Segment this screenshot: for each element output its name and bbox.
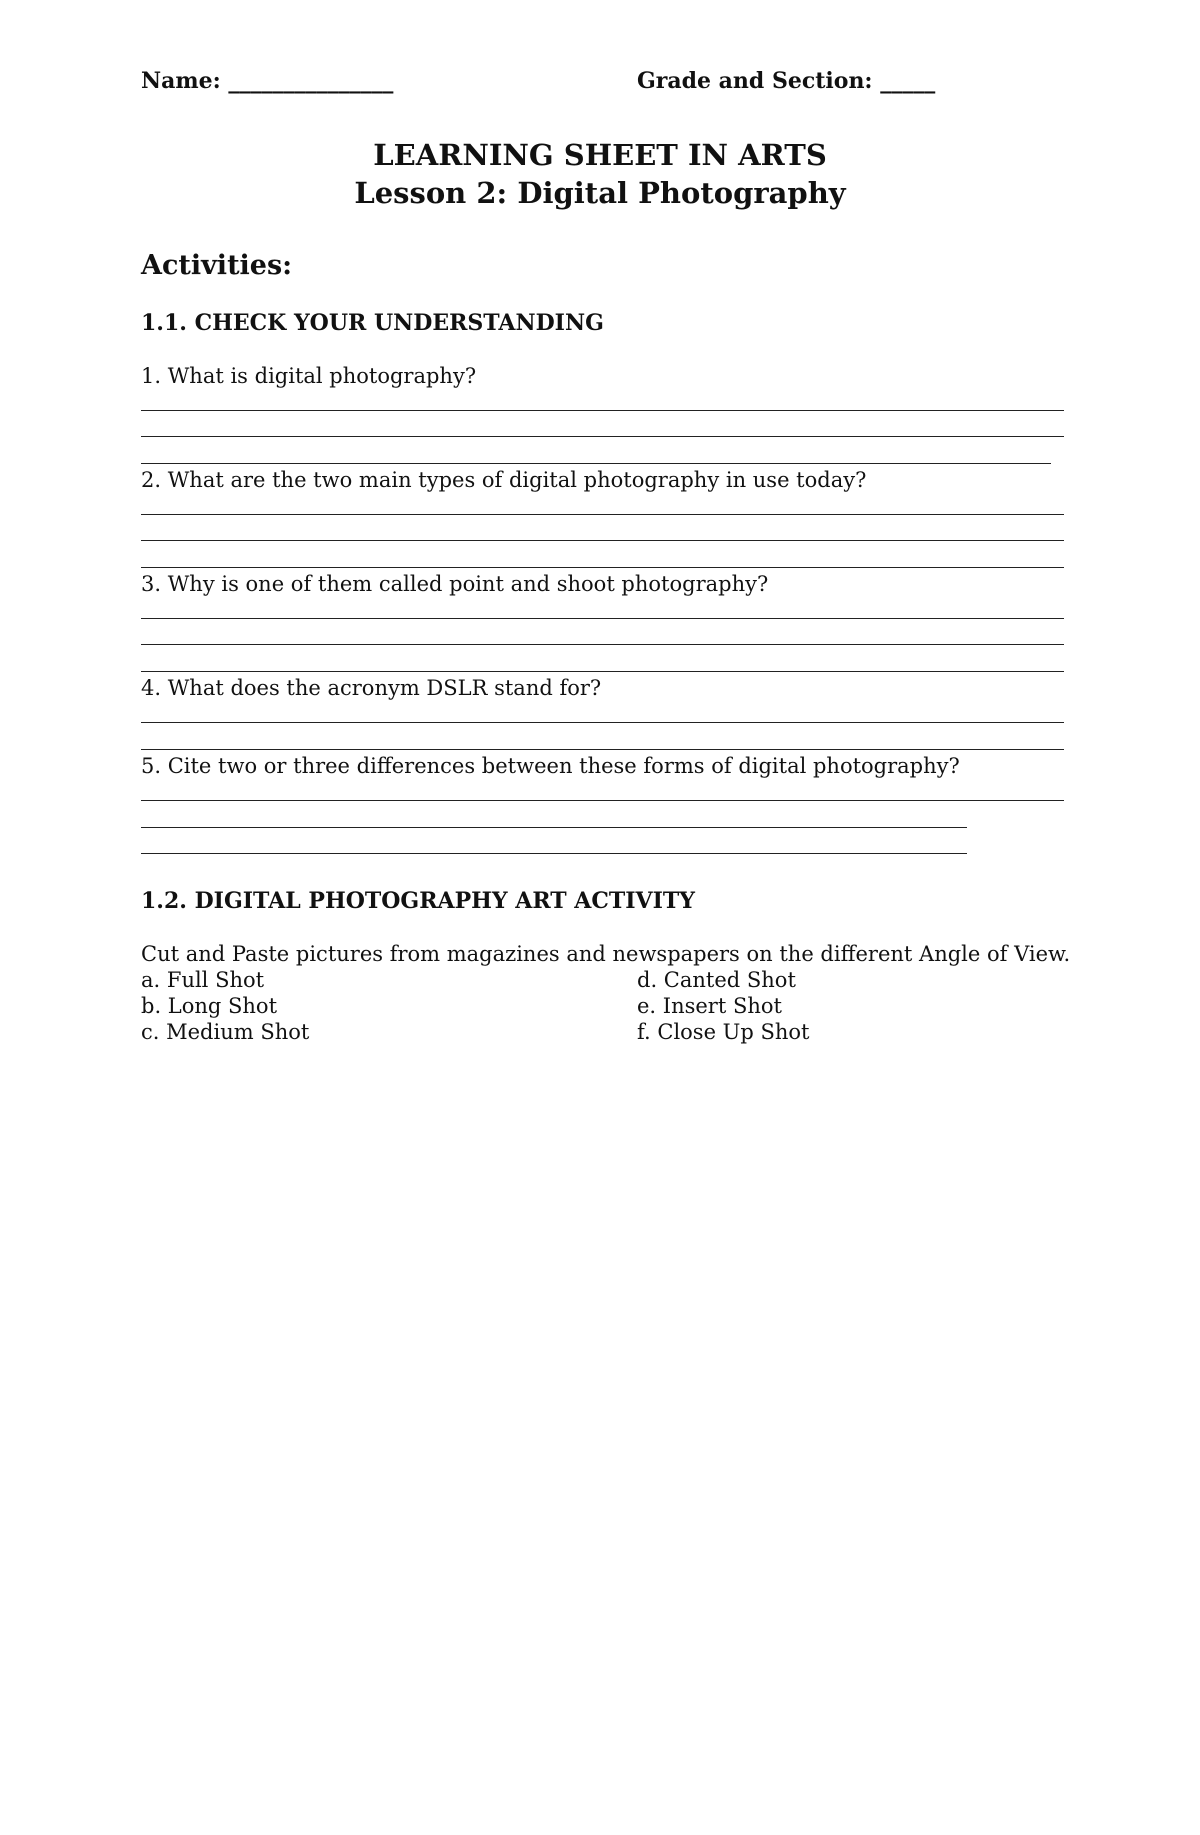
activity-instruction: Cut and Paste pictures from magazines and newspapers on the different Angle of View. bbox=[141, 942, 1071, 966]
question-1: 1. What is digital photography? bbox=[141, 364, 477, 388]
section-check-understanding-heading: 1.1. CHECK YOUR UNDERSTANDING bbox=[141, 310, 604, 336]
lesson-title: Lesson 2: Digital Photography bbox=[354, 176, 846, 210]
question-2: 2. What are the two main types of digital photography in use today? bbox=[141, 468, 867, 492]
answer-line bbox=[141, 410, 1064, 411]
answer-line bbox=[141, 749, 1064, 750]
answer-line bbox=[141, 514, 1064, 515]
option-full-shot: a. Full Shot bbox=[141, 968, 265, 992]
answer-line bbox=[141, 853, 967, 854]
question-4: 4. What does the acronym DSLR stand for? bbox=[141, 676, 602, 700]
option-long-shot: b. Long Shot bbox=[141, 994, 278, 1018]
answer-line bbox=[141, 800, 1064, 801]
option-canted-shot: d. Canted Shot bbox=[637, 968, 796, 992]
answer-line bbox=[141, 540, 1064, 541]
answer-line bbox=[141, 827, 967, 828]
option-close-up-shot: f. Close Up Shot bbox=[637, 1020, 810, 1044]
answer-line bbox=[141, 567, 1064, 568]
sheet-title: LEARNING SHEET IN ARTS bbox=[373, 138, 827, 172]
option-medium-shot: c. Medium Shot bbox=[141, 1020, 310, 1044]
section-art-activity-heading: 1.2. DIGITAL PHOTOGRAPHY ART ACTIVITY bbox=[141, 888, 695, 914]
name-field-label: Name: _______________ bbox=[141, 68, 394, 94]
answer-line bbox=[141, 618, 1064, 619]
option-insert-shot: e. Insert Shot bbox=[637, 994, 782, 1018]
question-3: 3. Why is one of them called point and shoot photography? bbox=[141, 572, 769, 596]
grade-section-field-label: Grade and Section: _____ bbox=[637, 68, 936, 94]
answer-line bbox=[141, 644, 1064, 645]
question-5: 5. Cite two or three differences between these forms of digital photography? bbox=[141, 754, 960, 778]
answer-line bbox=[141, 463, 1051, 464]
answer-line bbox=[141, 722, 1064, 723]
activities-heading: Activities: bbox=[141, 250, 293, 281]
answer-line bbox=[141, 436, 1064, 437]
answer-line bbox=[141, 671, 1064, 672]
